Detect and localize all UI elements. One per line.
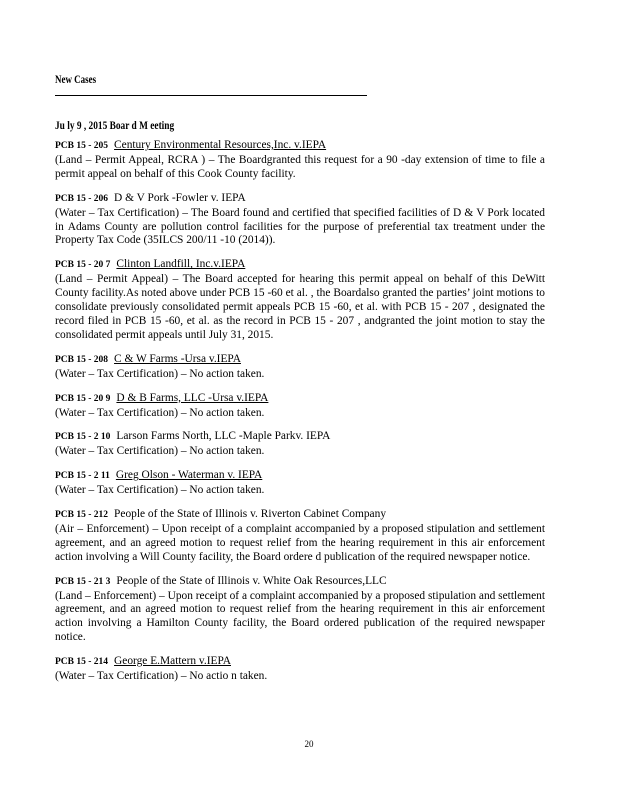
case-heading — [55, 392, 545, 407]
case-entry — [55, 508, 545, 565]
case-number: PCB 15 - 205 — [55, 141, 109, 151]
case-heading — [55, 575, 545, 590]
case-number: PCB 15 - 214 — [55, 657, 109, 668]
case-entry — [55, 139, 545, 182]
case-number: PCB 15 - 20 7 — [55, 260, 111, 271]
case-description: (Water – Tax Certification) – No action taken. — [55, 484, 265, 497]
case-number: PCB 15 - 208 — [55, 354, 109, 365]
section-title: New Cases — [55, 74, 97, 86]
case-heading — [55, 353, 545, 368]
case-entry — [55, 469, 545, 498]
case-title: Greg Olson - Waterman v. IEPA — [115, 469, 263, 482]
case-number: PCB 15 - 212 — [55, 510, 109, 521]
case-description: (Land – Enforcement) – Upon receipt of a complaint accompanied by a proposed stipulation and settlement agreement, and an agreed motion to request relief from the hearing requirement in this air enforcement action involving a Hamilton County facility, the Board ordered publication of the required newspaper notice. — [55, 589, 545, 644]
case-title: Century Environmental Resources,Inc. v.IEPA — [114, 139, 327, 151]
case-entry — [55, 430, 545, 459]
case-heading — [55, 469, 545, 484]
case-title: D & V Pork -Fowler v. IEPA — [114, 191, 246, 204]
case-heading — [55, 139, 545, 154]
case-description: (Water – Tax Certification) – No action taken. — [55, 367, 265, 380]
case-heading — [55, 430, 545, 445]
case-title: People of the State of Illinois v. Riverton Cabinet Company — [114, 508, 387, 521]
case-description: (Water – Tax Certification) – No action taken. — [55, 445, 265, 458]
case-description: (Water – Tax Certification) – No action taken. — [55, 406, 265, 419]
case-number: PCB 15 - 2 10 — [55, 432, 111, 443]
case-title: George E.Mattern v.IEPA — [114, 655, 231, 668]
case-entry — [55, 258, 545, 342]
case-number: PCB 15 - 21 3 — [55, 576, 111, 587]
case-heading — [55, 192, 545, 207]
case-heading — [55, 508, 545, 523]
case-entry — [55, 192, 545, 249]
case-number: PCB 15 - 2 11 — [55, 471, 110, 482]
header-divider — [55, 95, 367, 96]
case-heading — [55, 655, 545, 670]
case-number: PCB 15 - 206 — [55, 193, 109, 204]
case-list — [55, 139, 545, 694]
page-number: 20 — [304, 739, 314, 749]
case-description: (Air – Enforcement) – Upon receipt of a complaint accompanied by a proposed stipulation and settlement agreement, and an agreed motion to request relief from the hearing requirement in this air enforcement action involving a Will County facility, the Board ordere d publication of the required newspaper notice. — [55, 522, 545, 563]
case-title: C & W Farms -Ursa v.IEPA — [114, 352, 241, 365]
case-number: PCB 15 - 20 9 — [55, 393, 111, 404]
case-title: Clinton Landfill, Inc.v.IEPA — [116, 258, 246, 271]
case-description: (Water – Tax Certification) – The Board found and certified that specified facilities of D & V Pork located in Adams County are pollution control facilities for the purpose of preferential tax treatment under the Property Tax Code (35ILCS 200/11 -10 (2014)). — [55, 206, 545, 247]
case-description: (Land – Permit Appeal) – The Board accepted for hearing this permit appeal on behalf of this DeWitt County facility.As noted above under PCB 15 -60 et al. , the Boardalso granted the parties’ joint motions to consolidate previously consolidated permit appeals PCB 15 -60, et al. with PCB 15 - 207 , designated the record filed in PCB 15 -60, et al. as the record in PCB 15 - 207 , andgranted the joint motion to stay the consolidated permit appeals until July 31, 2015. — [55, 273, 545, 341]
case-title: People of the State of Illinois v. White Oak Resources,LLC — [116, 574, 387, 587]
case-description: (Land – Permit Appeal, RCRA ) – The Boardgranted this request for a 90 -day extension of time to file a permit appeal on behalf of this Cook County facility. — [55, 153, 545, 180]
case-title: Larson Farms North, LLC -Maple Parkv. IEPA — [116, 430, 331, 443]
case-heading — [55, 258, 545, 273]
case-description: (Water – Tax Certification) – No actio n taken. — [55, 670, 268, 683]
case-entry — [55, 392, 545, 421]
case-entry — [55, 353, 545, 382]
meeting-title: Ju ly 9 , 2015 Boar d M eeting — [55, 118, 175, 132]
case-entry — [55, 655, 545, 684]
case-title: D & B Farms, LLC -Ursa v.IEPA — [116, 391, 269, 404]
case-entry — [55, 575, 545, 646]
